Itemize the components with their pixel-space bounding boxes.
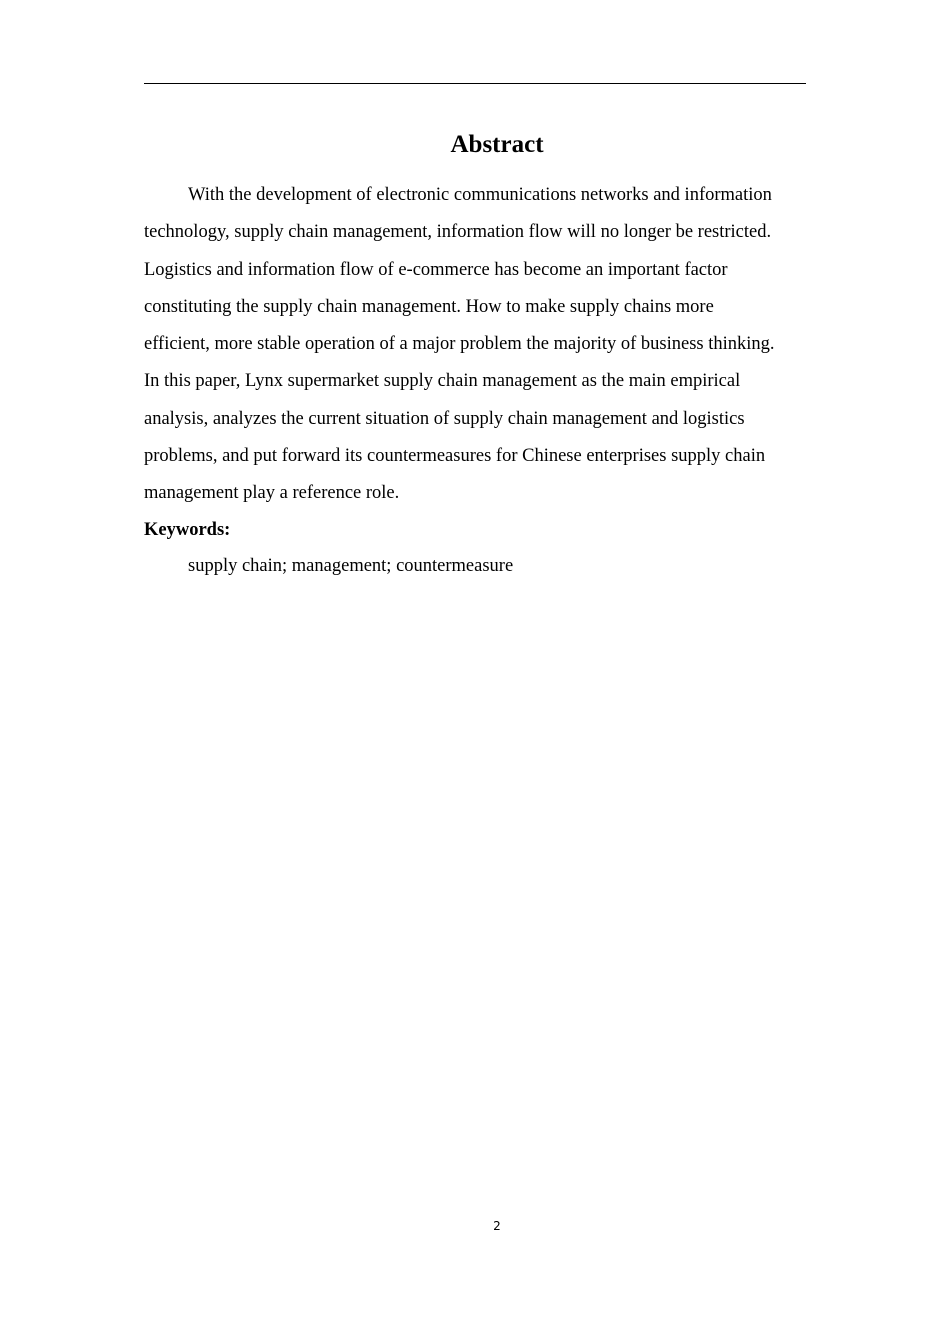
abstract-line: constituting the supply chain management. How to make supply chains more bbox=[144, 296, 714, 317]
abstract-line: management play a reference role. bbox=[144, 483, 400, 504]
keywords-list: supply chain; management; countermeasure bbox=[188, 556, 514, 576]
keywords-heading: Keywords: bbox=[144, 520, 231, 540]
abstract-title: Abstract bbox=[450, 131, 544, 158]
header-rule bbox=[144, 83, 806, 84]
abstract-body bbox=[144, 177, 806, 513]
page-number: 2 bbox=[493, 1219, 501, 1233]
abstract-line: In this paper, Lynx supermarket supply chain management as the main empirical bbox=[144, 371, 741, 392]
abstract-line: problems, and put forward its countermeasures for Chinese enterprises supply chain bbox=[144, 446, 766, 467]
abstract-line: Logistics and information flow of e-commerce has become an important factor bbox=[144, 259, 728, 280]
abstract-line: efficient, more stable operation of a major problem the majority of business thinking. bbox=[144, 334, 775, 355]
abstract-line: technology, supply chain management, information flow will no longer be restricted. bbox=[144, 222, 772, 243]
abstract-line: With the development of electronic communications networks and information bbox=[188, 185, 772, 205]
abstract-line: analysis, analyzes the current situation of supply chain management and logistics bbox=[144, 408, 745, 429]
